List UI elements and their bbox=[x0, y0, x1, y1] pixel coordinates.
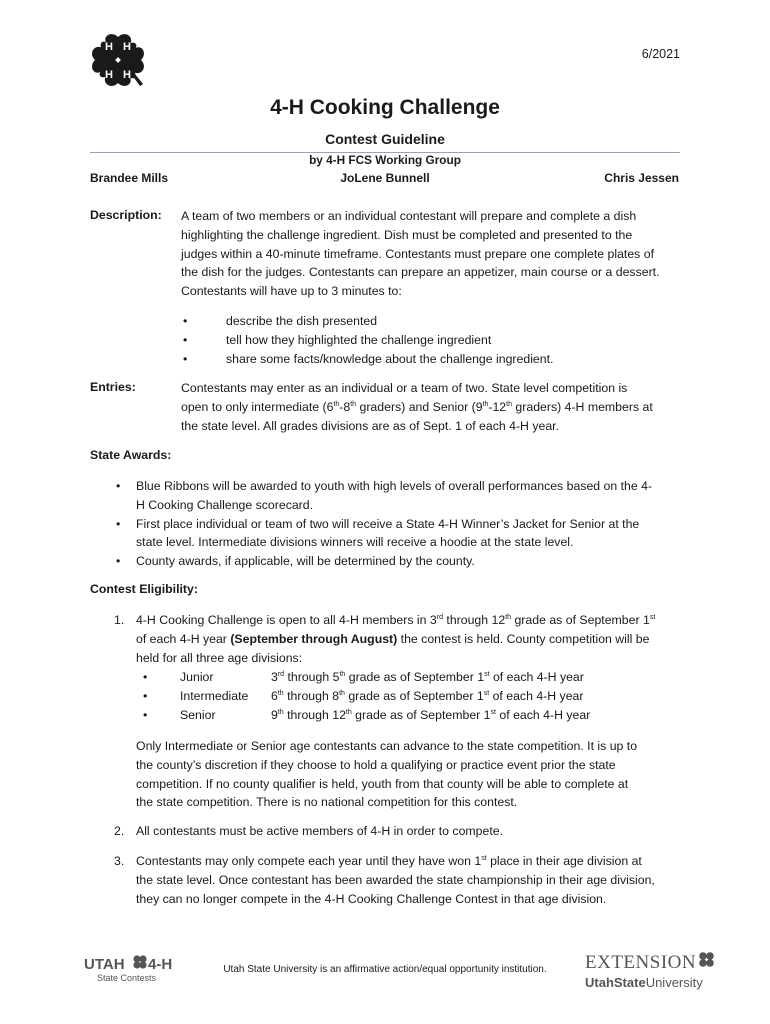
eligibility-item-3: 3. Contestants may only compete each year until they have won 1st place in their age division at the state level. Once contestant has been awarded the state championship in their age division, they can no longer compete in the 4-H Cooking Challenge Contest in that age division. bbox=[114, 854, 655, 906]
page-subtitle: Contest Guideline bbox=[325, 131, 445, 147]
division-table bbox=[143, 668, 683, 724]
state-awards-heading: State Awards: bbox=[90, 448, 172, 462]
page-title: 4-H Cooking Challenge bbox=[270, 96, 500, 119]
bullet-icon: • bbox=[183, 332, 188, 347]
eligibility-item-2: 2. All contestants must be active members of 4-H in order to compete. bbox=[114, 822, 694, 841]
svg-text:UtahStateUniversity: UtahStateUniversity bbox=[585, 975, 703, 990]
byline: by 4-H FCS Working Group bbox=[309, 153, 461, 167]
bullet-icon: • bbox=[143, 670, 148, 684]
svg-text:EXTENSION: EXTENSION bbox=[585, 952, 697, 973]
description-line: judges within a 40-minute timeframe. Contestants must prepare one complete plates of bbox=[181, 246, 654, 261]
leaf-h-glyph: H bbox=[123, 69, 131, 81]
leaf-h-glyph: H bbox=[123, 41, 131, 53]
leaf-h-glyph: H bbox=[105, 41, 113, 53]
description-line: Contestants will have up to 3 minutes to: bbox=[181, 284, 402, 299]
list-item: • Blue Ribbons will be awarded to youth with high levels of overall performances based on the 4- H Cooking Challenge scorecard. bbox=[116, 479, 653, 512]
bullet-icon: • bbox=[183, 351, 188, 366]
author-1: Brandee Mills bbox=[90, 171, 169, 185]
eligibility-heading: Contest Eligibility: bbox=[90, 582, 198, 596]
4h-clover-logo bbox=[88, 30, 148, 90]
footer-statement: Utah State University is an affirmative action/equal opportunity institution. bbox=[223, 964, 547, 975]
leaf-h-glyph: H bbox=[105, 69, 113, 81]
list-item: • County awards, if applicable, will be determined by the county. bbox=[116, 552, 686, 571]
eligibility-item-1: 1. 4-H Cooking Challenge is open to all 4-H members in 3rd through 12th grade as of September 1st of each 4-H year (September through August) the contest is held. County competition will be held for all three age divisions: bbox=[114, 613, 656, 665]
entries-label: Entries: bbox=[90, 380, 136, 394]
bullet-icon: • bbox=[183, 314, 188, 328]
list-item: • tell how they highlighted the challenge ingredient bbox=[181, 331, 681, 350]
list-number: 2. bbox=[114, 824, 125, 838]
author-2: JoLene Bunnell bbox=[340, 171, 430, 185]
bullet-icon: • bbox=[116, 516, 121, 531]
description-line: highlighting the challenge ingredient. Dish must be completed and presented to the bbox=[181, 227, 633, 242]
division-row-junior: • Junior 3rd through 5th grade as of September 1st of each 4-H year bbox=[143, 668, 683, 687]
bullet-icon: • bbox=[143, 688, 148, 703]
usu-extension-logo bbox=[583, 948, 718, 992]
description-line: the dish for the judges. Contestants can prepare an appetizer, main course or a dessert. bbox=[181, 265, 660, 280]
bullet-icon: • bbox=[116, 479, 121, 493]
svg-text:UTAH: UTAH bbox=[84, 956, 125, 973]
svg-text:4-H: 4-H bbox=[148, 956, 173, 973]
description-line: A team of two members or an individual contestant will prepare and complete a dish bbox=[181, 209, 637, 223]
list-number: 3. bbox=[114, 854, 125, 868]
division-row-intermediate: • Intermediate 6th through 8th grade as of September 1st of each 4-H year bbox=[143, 687, 683, 706]
state-awards-list bbox=[116, 477, 686, 571]
eligibility-note: Only Intermediate or Senior age contestants can advance to the state competition. It is up to the county’s discretion if they choose to hold a qualifying or practice event prior the state competition. If no county qualifier is held, youth from that county will be able to complete at the state competition. There is no national competition for this contest. bbox=[136, 739, 638, 810]
bullet-icon: • bbox=[116, 554, 121, 569]
list-item: • describe the dish presented bbox=[181, 312, 681, 331]
svg-text:State Contests: State Contests bbox=[97, 973, 157, 983]
list-number: 1. bbox=[114, 613, 125, 627]
description-label: Description: bbox=[90, 208, 162, 222]
document-date: 6/2021 bbox=[641, 47, 680, 61]
list-item: • First place individual or team of two will receive a State 4-H Winner’s Jacket for Senior at the state level. Intermediate divisions winners will receive a hoodie at the state level. bbox=[116, 516, 640, 550]
division-row-senior: • Senior 9th through 12th grade as of September 1st of each 4-H year bbox=[143, 706, 683, 725]
list-item: • share some facts/knowledge about the challenge ingredient. bbox=[181, 350, 681, 369]
description-text bbox=[181, 207, 681, 301]
bullet-icon: • bbox=[143, 707, 148, 722]
author-3: Chris Jessen bbox=[604, 171, 679, 185]
description-bullets bbox=[181, 312, 681, 368]
entries-text: Contestants may enter as an individual or a team of two. State level competition is open to only intermediate (6th-8th graders) and Senior (9th-12th graders) 4-H members at the state level. All grades divisions are as of Sept. 1 of each 4-H year. bbox=[181, 381, 653, 433]
